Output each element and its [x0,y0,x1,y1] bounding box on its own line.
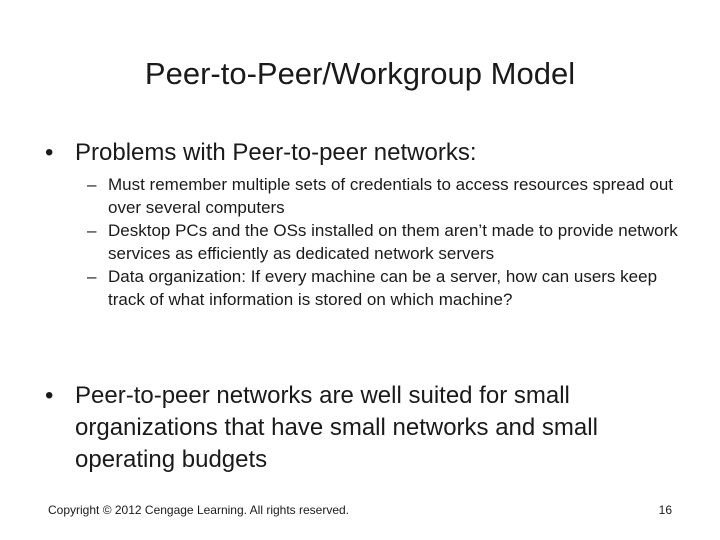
sub-bullet-list [0,173,720,311]
sub-bullet-text: Desktop PCs and the OSs installed on them aren’t made to provide network services as efficiently as dedicated network servers [108,221,678,263]
page-number: 16 [658,503,672,517]
bullet-marker: • [45,382,54,409]
sub-bullet-text: Must remember multiple sets of credentials to access resources spread out over several computers [108,175,674,217]
slide-title: Peer-to-Peer/Workgroup Model [144,56,576,91]
sub-bullet-text: Data organization: If every machine can be a server, how can users keep track of what information is stored on which machine? [108,267,658,309]
bullet-item [0,137,720,169]
bullet-well-suited [0,380,720,476]
bullet-text: Problems with Peer-to-peer networks: [75,139,477,166]
bullet-item [0,380,720,476]
sub-bullet-item [0,173,720,219]
bullet-problems [0,137,720,169]
sub-bullet-marker: – [87,221,97,240]
sub-bullet-item [0,265,720,311]
bullet-text: Peer-to-peer networks are well suited for small organizations that have small networks and small operating budgets [75,382,598,473]
copyright-footer: Copyright © 2012 Cengage Learning. All rights reserved. [48,503,350,517]
sub-bullet-marker: – [87,175,97,194]
sub-bullet-marker: – [87,267,97,286]
sub-bullet-item [0,219,720,265]
bullet-marker: • [45,139,54,166]
